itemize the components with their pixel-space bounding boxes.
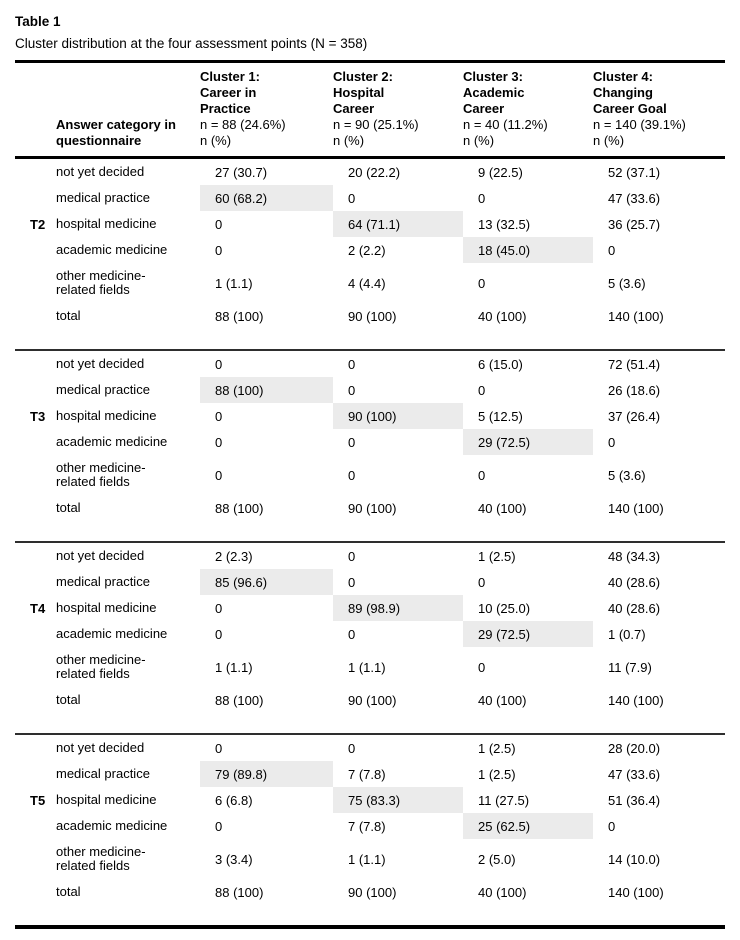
cell-cluster-4: 140 (100): [593, 495, 725, 542]
cell-cluster-1: 1 (1.1): [215, 275, 253, 291]
cell-cluster-3: 11 (27.5): [478, 792, 530, 808]
total-row: [15, 687, 725, 734]
cell-cluster-2: 90 (100): [333, 303, 463, 350]
cell-cluster-2: 90 (100): [348, 884, 397, 900]
cell-cluster-2: 90 (100): [333, 403, 463, 429]
cell-cluster-1: 0: [215, 818, 223, 834]
cluster-title-line: Cluster 2:: [333, 69, 393, 84]
cell-cluster-4: 47 (33.6): [608, 190, 661, 206]
cell-cluster-3: 0: [478, 190, 486, 206]
answer-category-line: related fields: [56, 474, 130, 489]
cell-cluster-4: 28 (20.0): [608, 740, 661, 756]
cell-cluster-4: 140 (100): [608, 884, 664, 900]
cell-cluster-3: 0: [478, 275, 486, 291]
answer-category-line: related fields: [56, 282, 130, 297]
time-label-cell: [15, 263, 56, 303]
time-label-cell: [15, 455, 56, 495]
cell-cluster-4: 26 (18.6): [608, 382, 661, 398]
time-label-cell: [15, 761, 56, 787]
total-row: [15, 303, 725, 350]
table-row: [15, 263, 725, 303]
cell-cluster-4: 140 (100): [593, 303, 725, 350]
cell-cluster-1: 27 (30.7): [215, 164, 268, 180]
time-label-cell: [15, 879, 56, 927]
answer-category-cell: hospital medicine: [56, 408, 157, 423]
time-label-cell: T2: [30, 216, 46, 232]
cluster-n-label: n = 90 (25.1%): [333, 117, 419, 132]
cell-cluster-2: 90 (100): [333, 687, 463, 734]
answer-category-cell: not yet decided: [56, 164, 145, 179]
answer-category-line: other medicine-: [56, 460, 146, 475]
cell-cluster-1: 0: [215, 740, 223, 756]
table-row: [15, 734, 725, 761]
cell-cluster-2: 0: [348, 574, 356, 590]
cluster-title-line: Career Goal: [593, 101, 667, 116]
answer-category-line: other medicine-: [56, 652, 146, 667]
time-label-cell: [15, 647, 56, 687]
cell-cluster-3: 1 (2.5): [478, 740, 516, 756]
section-T3: [15, 350, 725, 542]
section-T4: [15, 542, 725, 734]
answer-category-line: other medicine-: [56, 268, 146, 283]
table-row: [15, 813, 725, 839]
time-label-cell: [15, 621, 56, 647]
cell-cluster-4: 14 (10.0): [608, 851, 661, 867]
answer-category-cell: medical practice: [56, 382, 150, 397]
answer-category-cell: not yet decided: [56, 548, 145, 563]
cell-cluster-4: 40 (28.6): [608, 600, 661, 616]
cluster-n-label: n = 88 (24.6%): [200, 117, 286, 132]
cell-cluster-2: 0: [348, 356, 356, 372]
column-header-cluster-2: [333, 62, 463, 158]
cluster-n-label: n = 40 (11.2%): [463, 117, 548, 132]
cell-cluster-2: 0: [348, 434, 356, 450]
cluster-unit-label: n (%): [593, 133, 625, 148]
cluster-n-label: n = 140 (39.1%): [593, 117, 686, 132]
cell-cluster-2: 89 (98.9): [333, 595, 463, 621]
cell-cluster-1: 60 (68.2): [200, 185, 333, 211]
answer-category-line: related fields: [56, 858, 130, 873]
table-row: [15, 542, 725, 569]
cell-cluster-4: 11 (7.9): [608, 659, 652, 675]
time-label-cell: [15, 569, 56, 595]
column-header-cluster-3: [463, 62, 593, 158]
column-header-cluster-1: [200, 62, 333, 158]
table-row: [15, 237, 725, 263]
cell-cluster-1: 88 (100): [200, 303, 333, 350]
answer-category-cell: total: [56, 495, 200, 542]
time-label-cell: [15, 237, 56, 263]
cell-cluster-4: 52 (37.1): [608, 164, 661, 180]
cell-cluster-3: 6 (15.0): [478, 356, 523, 372]
cell-cluster-2: 4 (4.4): [348, 275, 386, 291]
cell-cluster-4: 5 (3.6): [608, 467, 646, 483]
cell-cluster-4: 40 (28.6): [608, 574, 661, 590]
cell-cluster-2: 0: [348, 467, 356, 483]
cell-cluster-1: 0: [215, 626, 223, 642]
cell-cluster-3: 40 (100): [463, 687, 593, 734]
cell-cluster-3: 29 (72.5): [463, 621, 593, 647]
cluster-title-line: Cluster 3:: [463, 69, 523, 84]
cell-cluster-3: 40 (100): [463, 495, 593, 542]
answer-category-cell: medical practice: [56, 190, 150, 205]
cell-cluster-3: 5 (12.5): [478, 408, 523, 424]
cell-cluster-2: 7 (7.8): [348, 818, 386, 834]
cluster-title-line: Career: [333, 101, 375, 116]
time-label-cell: [15, 495, 56, 542]
table-row: [15, 185, 725, 211]
table-row: [15, 787, 725, 813]
answer-category-cell: medical practice: [56, 766, 150, 781]
cell-cluster-3: 2 (5.0): [478, 851, 516, 867]
cell-cluster-1: 2 (2.3): [215, 548, 253, 564]
cell-cluster-3: 0: [478, 382, 486, 398]
cell-cluster-4: 140 (100): [593, 687, 725, 734]
section-T2: [15, 158, 725, 351]
answer-category-cell: total: [56, 884, 81, 899]
answer-category-cell: hospital medicine: [56, 792, 157, 807]
cell-cluster-1: 79 (89.8): [200, 761, 333, 787]
answer-category-cell: total: [56, 303, 200, 350]
cell-cluster-2: 0: [348, 190, 356, 206]
cell-cluster-2: 0: [348, 626, 356, 642]
time-label-cell: [15, 429, 56, 455]
cell-cluster-3: 1 (2.5): [478, 766, 516, 782]
cell-cluster-2: 1 (1.1): [348, 851, 386, 867]
time-label-cell: [15, 350, 56, 377]
table-row: [15, 839, 725, 879]
answer-category-cell: total: [56, 687, 200, 734]
cell-cluster-3: 0: [478, 659, 486, 675]
cell-cluster-2: 0: [348, 548, 356, 564]
table-header: [15, 62, 725, 158]
answer-category-cell: not yet decided: [56, 740, 145, 755]
cell-cluster-4: 0: [608, 818, 616, 834]
cell-cluster-1: 1 (1.1): [215, 659, 253, 675]
cell-cluster-3: 18 (45.0): [463, 237, 593, 263]
cell-cluster-4: 36 (25.7): [608, 216, 661, 232]
cell-cluster-4: 47 (33.6): [608, 766, 661, 782]
table-row: [15, 595, 725, 621]
answer-category-header-line: questionnaire: [56, 133, 142, 148]
cell-cluster-1: 0: [215, 434, 223, 450]
cell-cluster-1: 88 (100): [200, 687, 333, 734]
time-label-cell: [15, 687, 56, 734]
cluster-distribution-table: [15, 60, 725, 929]
column-header-cluster-4: [593, 62, 725, 158]
answer-category-cell: academic medicine: [56, 818, 168, 833]
cell-cluster-4: 1 (0.7): [608, 626, 646, 642]
cluster-title-line: Career: [463, 101, 505, 116]
table-row: [15, 761, 725, 787]
cell-cluster-3: 0: [478, 467, 486, 483]
time-label-cell: [15, 734, 56, 761]
answer-category-cell: [56, 263, 200, 303]
table-row: [15, 455, 725, 495]
table-row: [15, 569, 725, 595]
cell-cluster-1: 0: [215, 600, 223, 616]
cell-cluster-2: 90 (100): [333, 495, 463, 542]
cell-cluster-1: 0: [215, 467, 223, 483]
cell-cluster-2: 1 (1.1): [348, 659, 386, 675]
time-label-cell: T3: [30, 408, 46, 424]
cluster-title-line: Career in: [200, 85, 257, 100]
total-row: [15, 495, 725, 542]
cell-cluster-1: 0: [215, 356, 223, 372]
time-label-cell: T5: [30, 792, 46, 808]
cell-cluster-2: 20 (22.2): [348, 164, 401, 180]
table-row: [15, 377, 725, 403]
cell-cluster-3: 1 (2.5): [478, 548, 516, 564]
cluster-title-line: Cluster 4:: [593, 69, 653, 84]
cell-cluster-3: 9 (22.5): [478, 164, 523, 180]
cell-cluster-2: 7 (7.8): [348, 766, 386, 782]
answer-category-cell: academic medicine: [56, 242, 168, 257]
section-T5: [15, 734, 725, 927]
answer-category-header: [56, 62, 200, 158]
cell-cluster-1: 0: [215, 216, 223, 232]
cell-cluster-4: 0: [608, 434, 616, 450]
answer-category-line: other medicine-: [56, 844, 146, 859]
cell-cluster-1: 88 (100): [200, 377, 333, 403]
table-row: [15, 350, 725, 377]
answer-category-cell: hospital medicine: [56, 600, 157, 615]
time-label-cell: T4: [30, 600, 46, 616]
answer-category-header-line: Answer category in: [56, 117, 176, 132]
table-row: [15, 158, 725, 186]
table-row: [15, 647, 725, 687]
time-label-cell: [15, 158, 56, 186]
cell-cluster-2: 0: [348, 382, 356, 398]
cell-cluster-3: 10 (25.0): [478, 600, 531, 616]
cell-cluster-2: 64 (71.1): [333, 211, 463, 237]
answer-category-cell: academic medicine: [56, 434, 168, 449]
table-row: [15, 403, 725, 429]
cell-cluster-1: 88 (100): [200, 495, 333, 542]
cell-cluster-4: 37 (26.4): [608, 408, 661, 424]
cell-cluster-1: 6 (6.8): [215, 792, 253, 808]
answer-category-cell: [56, 839, 200, 879]
cell-cluster-1: 0: [215, 408, 223, 424]
cell-cluster-2: 75 (83.3): [333, 787, 463, 813]
table-caption: Cluster distribution at the four assessment points (N = 358): [15, 36, 368, 51]
cell-cluster-4: 51 (36.4): [608, 792, 661, 808]
cell-cluster-1: 0: [215, 242, 223, 258]
answer-category-cell: medical practice: [56, 574, 150, 589]
cell-cluster-3: 40 (100): [478, 884, 527, 900]
cluster-title-line: Cluster 1:: [200, 69, 260, 84]
cell-cluster-3: 13 (32.5): [478, 216, 531, 232]
cell-cluster-3: 0: [478, 574, 486, 590]
cluster-unit-label: n (%): [333, 133, 365, 148]
cell-cluster-4: 5 (3.6): [608, 275, 646, 291]
total-row: [15, 879, 725, 927]
cell-cluster-1: 3 (3.4): [215, 851, 253, 867]
time-label-cell: [15, 303, 56, 350]
cell-cluster-1: 88 (100): [215, 884, 264, 900]
cluster-title-line: Practice: [200, 101, 251, 116]
answer-category-cell: hospital medicine: [56, 216, 157, 231]
answer-category-cell: [56, 647, 200, 687]
time-label-cell: [15, 542, 56, 569]
cell-cluster-3: 29 (72.5): [463, 429, 593, 455]
cell-cluster-3: 40 (100): [463, 303, 593, 350]
cell-cluster-2: 2 (2.2): [348, 242, 386, 258]
table-row: [15, 621, 725, 647]
cluster-title-line: Changing: [593, 85, 653, 100]
time-label-cell: [15, 839, 56, 879]
answer-category-line: related fields: [56, 666, 130, 681]
corner-spacer: [15, 62, 56, 158]
cell-cluster-4: 48 (34.3): [608, 548, 661, 564]
cell-cluster-3: 25 (62.5): [463, 813, 593, 839]
table-title: Table 1: [15, 14, 61, 29]
answer-category-cell: academic medicine: [56, 626, 168, 641]
cell-cluster-2: 0: [348, 740, 356, 756]
cluster-unit-label: n (%): [463, 133, 495, 148]
time-label-cell: [15, 185, 56, 211]
cell-cluster-1: 85 (96.6): [200, 569, 333, 595]
table-row: [15, 211, 725, 237]
answer-category-cell: [56, 455, 200, 495]
cluster-title-line: Academic: [463, 85, 525, 100]
time-label-cell: [15, 813, 56, 839]
cluster-title-line: Hospital: [333, 85, 385, 100]
time-label-cell: [15, 377, 56, 403]
table-row: [15, 429, 725, 455]
cell-cluster-4: 72 (51.4): [608, 356, 661, 372]
answer-category-cell: not yet decided: [56, 356, 145, 371]
cell-cluster-4: 0: [608, 242, 616, 258]
cluster-unit-label: n (%): [200, 133, 232, 148]
header-row: [15, 62, 725, 158]
